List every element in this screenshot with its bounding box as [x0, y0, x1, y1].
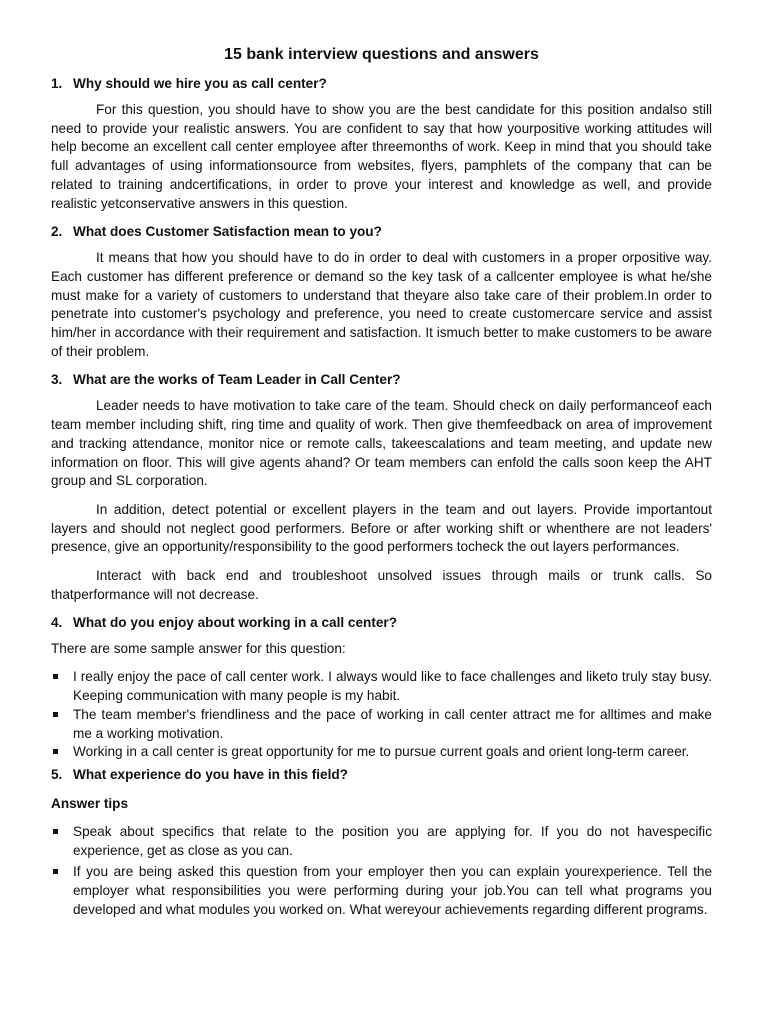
list-item [51, 823, 712, 860]
answer-paragraph: Interact with back end and troubleshoot unsolved issues through mails or trunk calls. So thatperformance will not decrease. [51, 568, 712, 602]
list-item-text: Working in a call center is great opportunity for me to pursue current goals and orient long-term career. [73, 744, 690, 760]
bullet-list [51, 823, 712, 920]
list-item-text: I really enjoy the pace of call center work. I always would like to face challenges and liketo truly stay busy. Keeping communication with many people is my habit. [73, 669, 712, 704]
bullet-icon [53, 712, 58, 717]
bullet-icon [53, 674, 58, 679]
question-2-heading [51, 223, 712, 241]
question-1-heading [51, 75, 712, 93]
answer-paragraph: For this question, you should have to show you are the best candidate for this position andalso still need to provide your realistic answers. You are confident to say that how yourpositive working attitudes will help become an excellent call center employee after threemonths of work. Keep in mind that you should take full advantages of using informationsource from websites, flyers, pamphlets of the company that can be related to training andcertifications, in order to prove your interest and knowledge as well, and provide realistic yetconservative answers in this question. [51, 102, 712, 211]
list-item-text: If you are being asked this question from your employer then you can explain yourexperience. Tell the employer what responsibilities you were performing during your job.You can tell what programs you developed and what modules you worked on. What wereyour achievements regarding different programs. [73, 864, 712, 917]
list-item [51, 743, 712, 762]
list-item-text: The team member's friendliness and the pace of working in call center attract me for alltimes and make me a working motivation. [73, 706, 712, 741]
question-text: What do you enjoy about working in a call center? [73, 615, 398, 631]
question-3-heading [51, 371, 712, 389]
answer-paragraph: Leader needs to have motivation to take care of the team. Should check on daily performanceof each team member including shift, ring time and quality of work. Then give themfeedback on area of improvement and tracking attendance, monitor nice or remote calls, takeescalations and team meeting, and update new information on floor. This will give agents ahand? Or team members can enfold the calls soon keep the AHT group and SL corporation. [51, 398, 712, 489]
question-number: 2. [51, 224, 63, 240]
question-number: 5. [51, 766, 63, 782]
bullet-icon [53, 869, 58, 874]
list-item [51, 668, 712, 705]
question-number: 4. [51, 615, 63, 631]
question-number: 1. [51, 76, 63, 91]
bullet-icon [53, 829, 58, 834]
answer-lead: There are some sample answer for this question: [51, 641, 346, 657]
answer-tips-heading: Answer tips [51, 795, 129, 811]
question-4-heading [51, 614, 712, 632]
document-title: 15 bank interview questions and answers [224, 46, 539, 63]
answer-paragraph: It means that how you should have to do in order to deal with customers in a proper orpositive way. Each customer has different preference or demand so the key task of a callcenter employee is what he/she must make for a variety of customers to understand that theyare also take care of their problem.In order to penetrate into customer's psychology and preference, you need to create customercare service and assist him/her in accordance with their requirement and satisfaction. It ismuch better to make customers to be aware of their problem. [51, 250, 712, 359]
list-item [51, 863, 712, 919]
question-5-heading [51, 766, 712, 784]
list-item [51, 706, 712, 743]
bullet-icon [53, 749, 58, 754]
question-text: What experience do you have in this field? [73, 766, 348, 782]
list-item-text: Speak about specifics that relate to the position you are applying for. If you do not havespecific experience, get as close as you can. [73, 823, 712, 858]
question-number: 3. [51, 372, 63, 388]
bullet-list [51, 668, 712, 762]
answer-paragraph: In addition, detect potential or excellent players in the team and out layers. Provide importantout layers and should not neglect good performers. Before or after working shift or whenthere are not leaders' presence, give an opportunity/responsibility to the good performers tocheck the out layers performances. [51, 501, 712, 555]
question-text: What does Customer Satisfaction mean to you? [73, 224, 382, 240]
question-text: Why should we hire you as call center? [73, 76, 327, 91]
question-text: What are the works of Team Leader in Call Center? [73, 372, 401, 388]
